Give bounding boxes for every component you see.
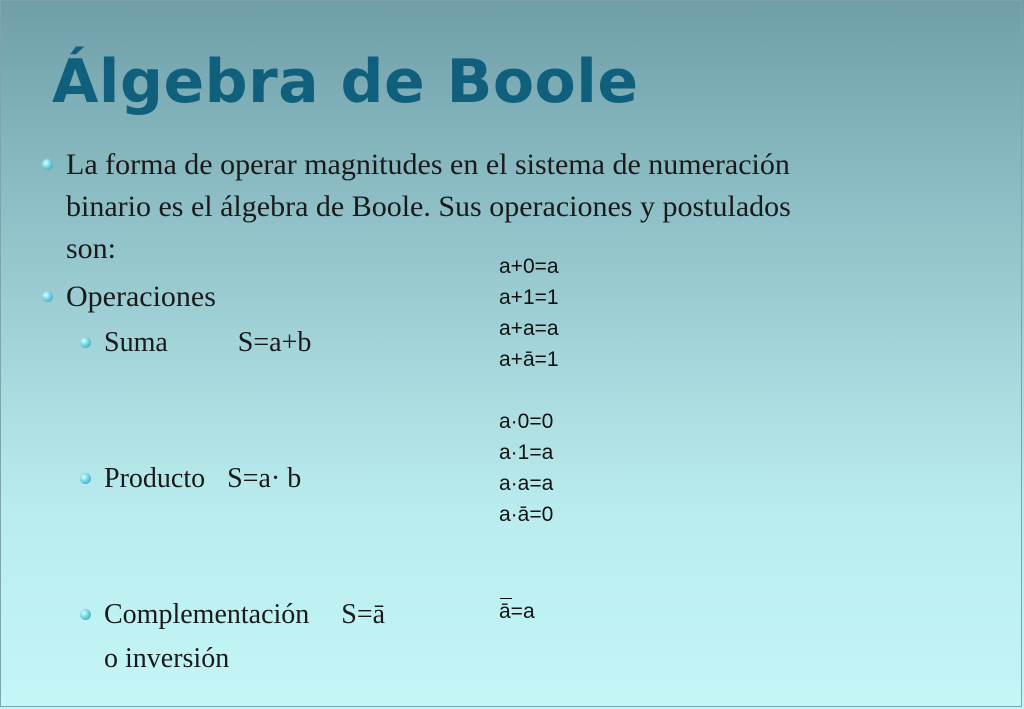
complement-formula: S=ā	[341, 599, 386, 630]
complement-bullet	[104, 593, 385, 681]
postulate-line: a·0=0	[499, 410, 554, 433]
bullet-dot-icon	[42, 291, 53, 302]
intro-line-3: son:	[66, 232, 117, 265]
postulate-line: a+a=a	[499, 317, 559, 340]
complement-postulates	[499, 596, 535, 627]
complement-continuation: o inversión	[104, 643, 230, 674]
double-complement-bar	[500, 598, 512, 599]
postulate-line: a·1=a	[499, 441, 554, 464]
postulate-line: a+ā=1	[499, 348, 559, 371]
double-complement-postulate	[499, 596, 535, 627]
postulate-line: a·ā=0	[499, 503, 554, 526]
product-formula: S=a· b	[227, 463, 302, 494]
sum-bullet	[104, 321, 311, 365]
product-label: Producto	[104, 463, 206, 494]
sum-label: Suma	[104, 327, 168, 358]
bullet-dot-icon	[80, 609, 91, 620]
intro-line-2: binario es el álgebra de Boole. Sus operaciones y postulados	[66, 190, 791, 223]
postulate-line: a·a=a	[499, 472, 554, 495]
product-bullet	[104, 457, 301, 501]
product-postulates	[499, 406, 553, 530]
bullet-dot-icon	[80, 337, 91, 348]
intro-line-1: La forma de operar magnitudes en el sistema de numeración	[66, 148, 790, 181]
postulate-line: a+1=1	[499, 286, 559, 309]
sum-formula: S=a+b	[237, 327, 312, 358]
complement-label: Complementación	[104, 599, 310, 630]
slide-title: Álgebra de Boole	[52, 47, 639, 117]
operations-heading: Operaciones	[66, 280, 216, 313]
postulate-line: ā=a	[499, 600, 535, 623]
bullet-dot-icon	[42, 159, 53, 170]
postulate-line: a+0=a	[499, 255, 559, 278]
bullet-dot-icon	[80, 473, 91, 484]
sum-postulates	[499, 251, 559, 375]
